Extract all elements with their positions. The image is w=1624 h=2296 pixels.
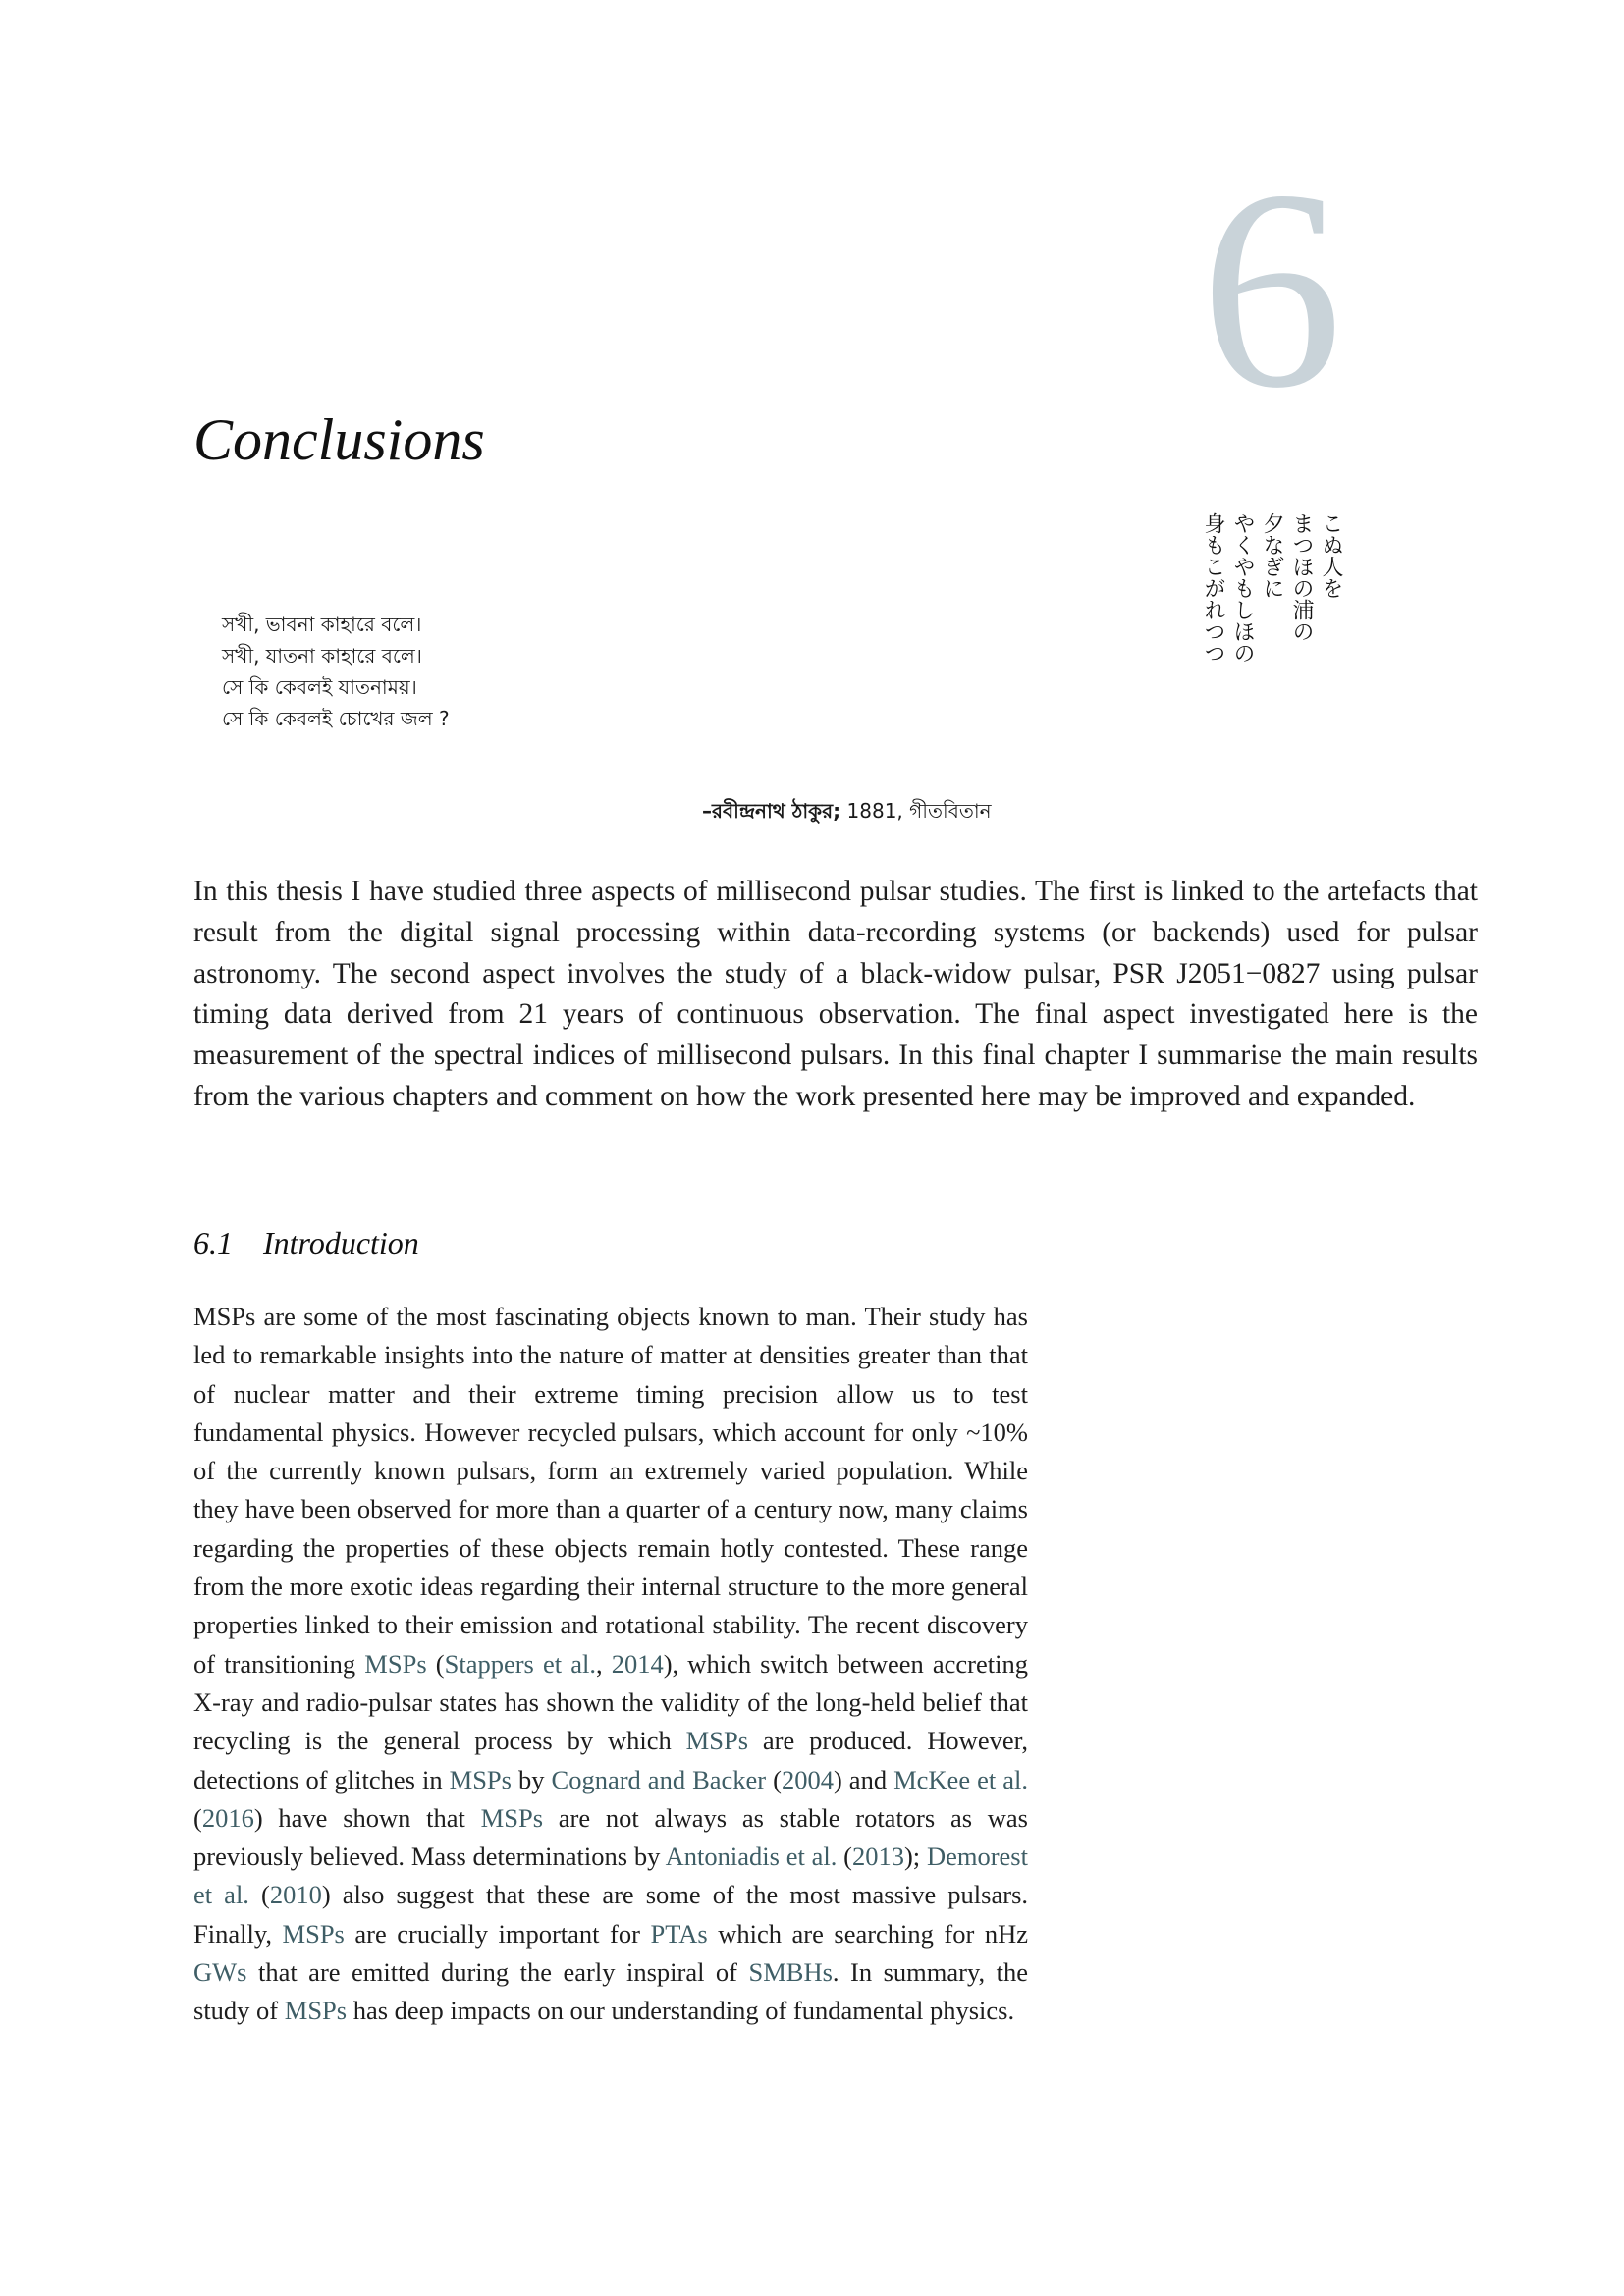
epigraph-jp-line: 夕なぎに [1260,512,1284,599]
body-text: by [511,1764,552,1794]
epigraph-bn-line: সখী, যাতনা কাহারে বলে। [222,644,422,667]
citation-link-antoniadis[interactable]: Antoniadis et al. [665,1842,838,1872]
body-text: ) and [833,1764,894,1794]
section-title: Introduction [263,1225,419,1260]
body-text: ), which switch between accreting X-ray and radio-pulsar states has shown the validity of the long-held belief that recycling is the general process by which [193,1648,1028,1756]
epigraph-japanese [1198,512,1345,669]
section-body-paragraph [193,1298,1028,2031]
acronym-link-msps[interactable]: MSPs [449,1764,512,1794]
epigraph-bn-line: সে কি কেবলই চোখের জল ? [222,707,450,730]
acronym-link-msps[interactable]: MSPs [282,1918,345,1949]
body-text: ( [837,1842,852,1872]
citation-year-link[interactable]: 2013 [851,1842,904,1872]
citation-link-stappers[interactable]: Stappers et al. [444,1648,596,1679]
acronym-link-msps[interactable]: MSPs [364,1648,427,1679]
body-text: ); [903,1842,927,1872]
epigraph-jp-line: 身もこがれつつ [1201,512,1225,664]
attribution-source: 1881, গীতবিতান [840,799,992,823]
epigraph-attribution [702,797,992,825]
citation-year-link[interactable]: 2010 [269,1880,322,1910]
acronym-link-ptas[interactable]: PTAs [650,1918,708,1949]
epigraph-bn-line: সখী, ভাবনা কাহারে বলে। [222,613,422,636]
body-text: are crucially important for [344,1918,651,1949]
citation-year-link[interactable]: 2014 [611,1648,664,1679]
acronym-link-msps[interactable]: MSPs [685,1726,749,1756]
body-text: which are searching for nHz [707,1918,1028,1949]
acronym-link-msps[interactable]: MSPs [284,1996,348,2026]
body-text: ( [248,1880,270,1910]
body-text: ) have shown that [253,1802,481,1833]
body-text: ( [193,1802,202,1833]
chapter-intro-paragraph: In this thesis I have studied three aspects of millisecond pulsar studies. The first is linked to the artefacts that result from the digital signal processing within data-recording systems (or backends) used for pulsar astronomy. The second aspect involves the study of a black-widow pulsar, PSR J2051−0827 using pulsar timing data derived from 21 years of continuous observation. The final aspect investigated here is the measurement of the spectral indices of millisecond pulsars. In this final chapter I summarise the main results from the various chapters and comment on how the work presented here may be improved and expanded. [193,876,1478,1112]
citation-link-cognard[interactable]: Cognard and Backer [551,1764,767,1794]
epigraph-bn-line: সে কি কেবলই যাতনাময়। [222,675,417,699]
chapter-title: Conclusions [193,407,485,472]
acronym-link-smbhs[interactable]: SMBHs [748,1957,833,1988]
epigraph-bengali [222,609,450,734]
citation-link-mckee[interactable]: McKee et al. [893,1764,1028,1794]
body-text: has deep impacts on our understanding of fundamental physics. [347,1996,1015,2026]
body-text: that are emitted during the early inspiral of [246,1957,749,1988]
citation-year-link[interactable]: 2004 [781,1764,834,1794]
epigraph-jp-line: やくやもしほの [1230,512,1255,664]
acronym-link-msps[interactable]: MSPs [480,1802,544,1833]
body-text: , [595,1648,612,1679]
section-number: 6.1 [193,1225,233,1260]
citation-year-link[interactable]: 2016 [201,1802,254,1833]
chapter-number: 6 [1200,132,1343,447]
body-text: ( [766,1764,782,1794]
acronym-link-gws[interactable]: GWs [193,1957,247,1988]
epigraph-jp-line: まつほの浦の [1289,512,1314,642]
attribution-author: –রবীন্দ্রনাথ ঠাকুর; [702,799,841,823]
body-text: are produced. However, detections of glitches in [193,1726,1028,1794]
epigraph-jp-line: こぬ人を [1319,512,1343,599]
body-text: ) also suggest that these are some of the most massive pulsars. Finally, [193,1880,1029,1949]
body-text: ( [426,1648,445,1679]
body-text: . In summary, the study of [193,1957,1028,2026]
citation-link-demorest[interactable]: Demorest et al. [193,1842,1028,1910]
body-text: MSPs are some of the most fascinating objects known to man. Their study has led to remarkable insights into the nature of matter at densities greater than that of nuclear matter and their extreme timing precision allow us to test fundamental physics. However recycled pulsars, which account for only ~10% of the currently known pulsars, form an extremely varied population. While they have been observed for more than a quarter of a century now, many claims regarding the properties of these objects remain hotly contested. These range from the more exotic ideas regarding their internal structure to the more general properties linked to their emission and rotational stability. The recent discovery of transitioning [193,1302,1028,1679]
section-heading [193,1227,419,1258]
body-text: are not always as stable rotators as was previously believed. Mass determinations by [193,1802,1028,1872]
